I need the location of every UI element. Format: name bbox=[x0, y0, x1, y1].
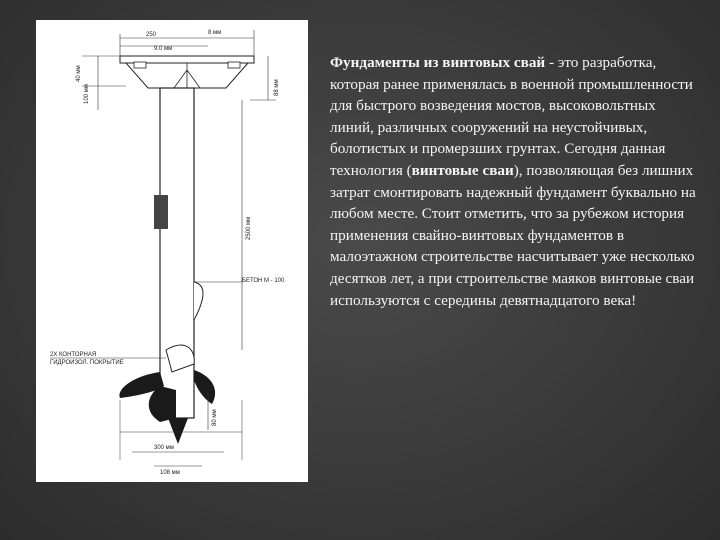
pile-drawing bbox=[36, 20, 308, 482]
dim-right-1: 88 мм bbox=[274, 79, 280, 96]
beton-label: БЕТОН М - 100 bbox=[242, 278, 285, 284]
dim-bottom-1: 300 мм bbox=[154, 445, 174, 451]
dim-right-2: 2500 мм bbox=[246, 216, 252, 240]
dim-bottom-2: 108 мм bbox=[160, 470, 180, 476]
dim-top-inner: 9.0 мм bbox=[154, 46, 173, 52]
dim-left-1: 100 мм bbox=[84, 84, 90, 104]
dim-left-2: 40 мм bbox=[76, 65, 82, 82]
blade-lower bbox=[149, 386, 176, 422]
dim-top-right: 8 мм bbox=[208, 30, 222, 36]
dim-top: 250 bbox=[146, 32, 157, 38]
concrete-bulge bbox=[194, 282, 203, 320]
paragraph-part-2: ), позволяющая без лишних затрат смонтировать надежный фундамент буквально на любом месте. Стоит отметить, что за рубежом история применения свайно-винтовых фундаментов в малоэтажном строительстве насчитывает уже несколько десятков лет, а при строительстве маяков винтовые сваи используются с середины девятнадцатого века! bbox=[330, 161, 696, 309]
paragraph-title: Фундаменты из винтовых свай bbox=[330, 54, 546, 71]
coating-label-1: 2Х КОНТОРНАЯ bbox=[50, 352, 97, 358]
shaft-marker bbox=[154, 195, 168, 229]
screw-pile-diagram bbox=[36, 20, 308, 482]
slide-paragraph bbox=[330, 52, 702, 311]
blade-right bbox=[194, 370, 215, 404]
paragraph-bold-2: винтовые сваи bbox=[411, 161, 514, 179]
dim-right-3: 80 мм bbox=[212, 409, 218, 426]
coating-label-2: ГИДРОИЗОЛ. ПОКРЫТИЕ bbox=[50, 360, 124, 366]
pile-tip bbox=[168, 418, 188, 444]
paragraph-part-1: - это разработка, которая ранее применялась в военной промышленности для быстрого возведения мостов, высоковольтных линий, различных сооружений на неустойчивых, болотистых и промерзших грунтах. Сегодня данная технология ( bbox=[330, 54, 693, 179]
